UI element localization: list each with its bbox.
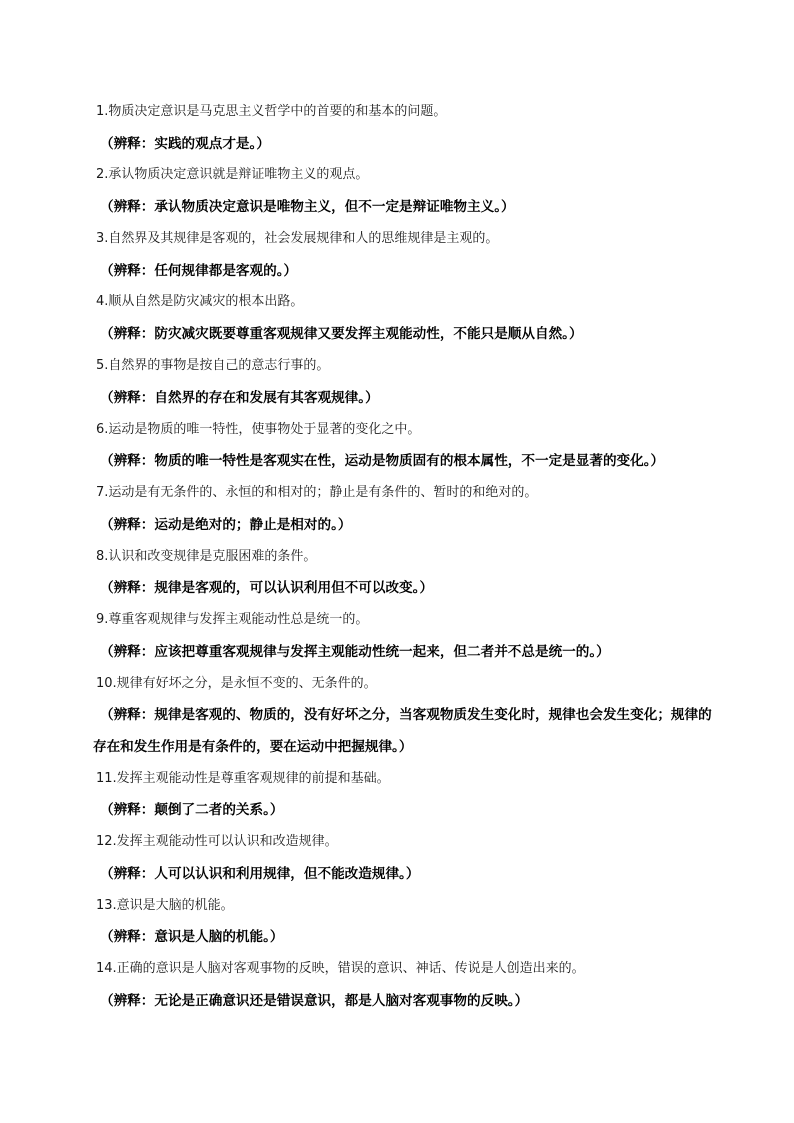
explanation-text: （辨释：承认物质决定意识是唯物主义，但不一定是辩证唯物主义。） [100, 199, 515, 215]
statement-text: 12.发挥主观能动性可以认识和改造规律。 [96, 834, 338, 849]
explanation-line-1: （辨释：规律是客观的、物质的，没有好坏之分，当客观物质发生变化时，规律也会发生变化；规律的 [100, 707, 712, 723]
explanation-text: （辨释：无论是正确意识还是错误意识，都是人脑对客观事物的反映。） [100, 993, 529, 1009]
statement-text: 1.物质决定意识是马克思主义哲学中的首要的和基本的问题。 [96, 104, 447, 119]
explanation-text: （辨释：人可以认识和利用规律，但不能改造规律。） [100, 866, 420, 882]
explanation-text: （辨释：意识是人脑的机能。） [100, 929, 284, 945]
statement-text: 4.顺从自然是防灾减灾的根本出路。 [96, 294, 304, 309]
explanation-text: （辨释：运动是绝对的；静止是相对的。） [100, 517, 352, 533]
explanation-text: （辨释：实践的观点才是。） [100, 136, 270, 152]
statement-text: 5.自然界的事物是按自己的意志行事的。 [96, 358, 330, 373]
explanation-text: （辨释：规律是客观的，可以认识利用但不可以改变。） [100, 580, 434, 596]
explanation-text: （辨释：物质的唯一特性是客观实在性，运动是物质固有的根本属性，不一定是显著的变化。） [100, 453, 665, 469]
statement-text: 8.认识和改变规律是克服困难的条件。 [96, 549, 317, 564]
statement-text: 9.尊重客观规律与发挥主观能动性总是统一的。 [96, 612, 369, 627]
statement-text: 6.运动是物质的唯一特性，使事物处于显著的变化之中。 [96, 422, 421, 437]
statement-text: 11.发挥主观能动性是尊重客观规律的前提和基础。 [96, 771, 390, 786]
statement-text: 7.运动是有无条件的、永恒的和相对的；静止是有条件的、暂时的和绝对的。 [96, 485, 538, 500]
explanation-text: （辨释：应该把尊重客观规律与发挥主观能动性统一起来，但二者并不总是统一的。） [100, 644, 610, 660]
explanation-text: （辨释：颠倒了二者的关系。） [100, 802, 284, 818]
explanation-text: （辨释：任何规律都是客观的。） [100, 263, 298, 279]
explanation-text: （辨释：自然界的存在和发展有其客观规律。） [100, 390, 379, 406]
explanation-text: （辨释：防灾减灾既要尊重客观规律又要发挥主观能动性，不能只是顺从自然。） [100, 326, 583, 342]
statement-text: 10.规律有好坏之分，是永恒不变的、无条件的。 [96, 676, 377, 691]
statement-text: 13.意识是大脑的机能。 [96, 898, 234, 913]
explanation-line-2: 存在和发生作用是有条件的，要在运动中把握规律。） [93, 739, 413, 755]
statement-text: 2.承认物质决定意识就是辩证唯物主义的观点。 [96, 167, 369, 182]
statement-text: 3.自然界及其规律是客观的，社会发展规律和人的思维规律是主观的。 [96, 231, 499, 246]
statement-text: 14.正确的意识是人脑对客观事物的反映，错误的意识、神话、传说是人创造出来的。 [96, 961, 585, 976]
